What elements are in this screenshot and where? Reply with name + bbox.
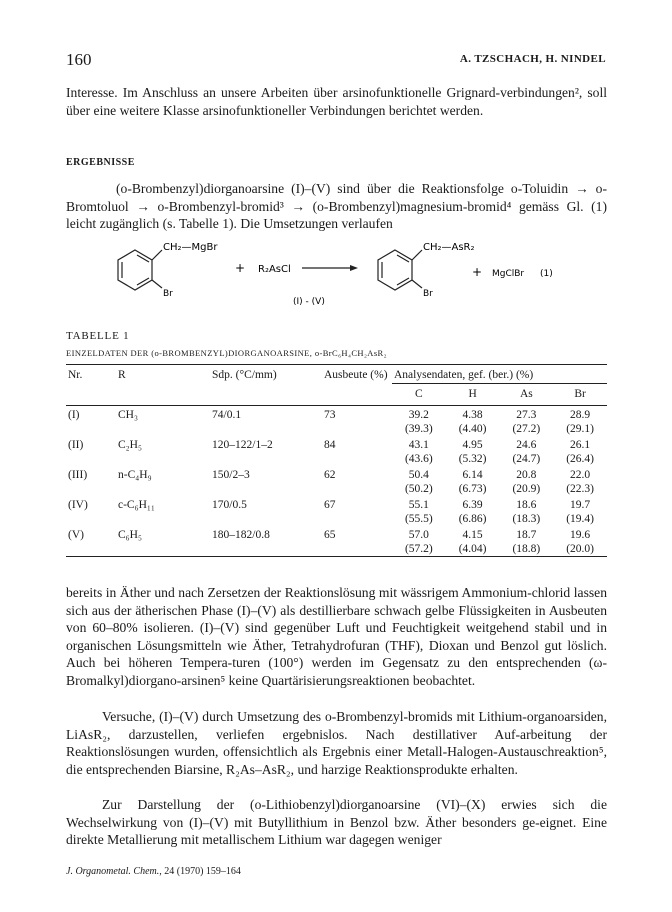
cell-sdp: 120–122/1–2 bbox=[212, 439, 273, 451]
value-found: 18.6 bbox=[516, 499, 537, 511]
cell-ausbeute: 65 bbox=[324, 529, 336, 541]
value-found: 4.38 bbox=[462, 409, 483, 421]
col-header-nr: Nr. bbox=[68, 369, 83, 381]
cell-as bbox=[499, 526, 553, 557]
table-row bbox=[66, 436, 607, 466]
value-calculated: (50.2) bbox=[404, 482, 433, 495]
value-calculated: (39.3) bbox=[404, 422, 433, 435]
cell-r: c-C₆H₁₁ bbox=[118, 499, 155, 511]
paragraph-isolation: bereits in Äther und nach Zersetzen der Reaktionslösung mit wässrigem Ammonium-chlorid lassen sich aus der ätherischen Phase (I)–(V) als destillierbare schwach gelbe Flüssigkeiten in Ausbeuten von 60–80% isolieren. (I)–(V) sind gegenüber Luft und Feuchtigkeit weitgehend stabil und in organischen Lösungsmitteln wie Äther, Tetrahydrofuran (THF), Dioxan und Benzol gut löslich. Auch bei höheren Tempera-turen (100°) werden im Gegensatz zu den entsprechenden (ω-Bromalkyl)diorgano-arsinen⁵ keine Quartärisierungsreaktionen beobachtet. bbox=[66, 585, 607, 688]
cell-r: C₆H₅ bbox=[118, 529, 142, 541]
col-header-h: H bbox=[468, 388, 477, 400]
value-calculated: (6.86) bbox=[458, 512, 487, 525]
benzene-ring-right bbox=[378, 250, 422, 290]
bromo-left: Br bbox=[163, 289, 173, 299]
cell-c bbox=[392, 406, 446, 437]
cell-sdp: 150/2–3 bbox=[212, 469, 250, 481]
value-found: 18.7 bbox=[516, 529, 537, 541]
cell-c bbox=[392, 496, 446, 526]
journal-name: J. Organometal. Chem., bbox=[66, 866, 162, 877]
value-calculated: (24.7) bbox=[512, 452, 541, 465]
value-found: 27.3 bbox=[516, 409, 537, 421]
cell-br bbox=[553, 526, 607, 557]
table-title: TABELLE 1 bbox=[66, 330, 130, 342]
cell-ausbeute: 84 bbox=[324, 439, 336, 451]
cell-h bbox=[446, 526, 500, 557]
cell-h bbox=[446, 466, 500, 496]
table-row bbox=[66, 496, 607, 526]
value-calculated: (6.73) bbox=[458, 482, 487, 495]
paragraph-attempts: Versuche, (I)–(V) durch Umsetzung des o-Brombenzyl-bromids mit Lithium-organoarsiden, LiAsR₂, darzustellen, verliefen ergebnislos. Nach destillativer Auf-arbeitung der Reaktionslösungen wurden, offensichtlich als Ergebnis einer Metall-Halogen-Austauschreaktion⁵, die entsprechenden Biarsine, R₂As–AsR₂, und harzige Reaktionsprodukte erhalten. bbox=[66, 709, 607, 777]
value-calculated: (18.3) bbox=[512, 512, 541, 525]
paragraph-synthesis: (o-Brombenzyl)diorganoarsine (I)–(V) sind über die Reaktionsfolge o-Toluidin → o-Bromtoluol → o-Brombenzyl-bromid³ → (o-Brombenzyl)magnesium-bromid⁴ gemäss Gl. (1) leicht zugänglich (s. Tabelle 1). Die Umsetzungen verlaufen bbox=[66, 181, 607, 232]
value-found: 43.1 bbox=[408, 439, 429, 451]
cell-r: C₂H₅ bbox=[118, 439, 142, 451]
arrow-head bbox=[350, 265, 358, 271]
cell-ausbeute: 62 bbox=[324, 469, 336, 481]
cell-h bbox=[446, 436, 500, 466]
cell-nr: (IV) bbox=[68, 499, 88, 511]
cell-br bbox=[553, 496, 607, 526]
paragraph-lithiation: Zur Darstellung der (o-Lithiobenzyl)diorganoarsine (VI)–(X) erwies sich die Wechselwirkung von (I)–(V) mit Butyllithium in Benzol bzw. Äther besonders ge-eignet. Eine direkte Metallierung mit metallischem Lithium war dagegen weniger bbox=[66, 797, 607, 848]
col-header-c: C bbox=[415, 388, 423, 400]
col-header-ausbeute: Ausbeute (%) bbox=[324, 369, 388, 381]
value-found: 55.1 bbox=[408, 499, 429, 511]
cell-nr: (II) bbox=[68, 439, 84, 451]
reaction-scheme bbox=[100, 232, 580, 324]
value-found: 50.4 bbox=[408, 469, 429, 481]
byproduct: MgClBr bbox=[492, 269, 525, 279]
value-found: 28.9 bbox=[570, 409, 591, 421]
value-found: 6.14 bbox=[462, 469, 483, 481]
cell-ausbeute: 67 bbox=[324, 499, 336, 511]
value-found: 22.0 bbox=[570, 469, 591, 481]
value-calculated: (29.1) bbox=[566, 422, 594, 435]
cell-as bbox=[499, 406, 553, 437]
value-calculated: (5.32) bbox=[458, 452, 487, 465]
cell-nr: (III) bbox=[68, 469, 88, 481]
cell-br bbox=[553, 466, 607, 496]
cell-h bbox=[446, 496, 500, 526]
value-calculated: (19.4) bbox=[566, 512, 594, 525]
compound-range-label: (I) - (V) bbox=[293, 297, 325, 307]
cell-sdp: 180–182/0.8 bbox=[212, 529, 270, 541]
cell-as bbox=[499, 466, 553, 496]
cell-r: CH₃ bbox=[118, 409, 138, 421]
reagent: R₂AsCl bbox=[258, 264, 291, 275]
cell-h bbox=[446, 406, 500, 437]
cell-c bbox=[392, 526, 446, 557]
value-calculated: (27.2) bbox=[512, 422, 541, 435]
data-table bbox=[66, 364, 607, 557]
table-body bbox=[66, 406, 607, 557]
value-calculated: (4.40) bbox=[458, 422, 487, 435]
col-header-sdp: Sdp. (°C/mm) bbox=[212, 369, 277, 381]
value-found: 39.2 bbox=[408, 409, 429, 421]
value-found: 4.15 bbox=[462, 529, 483, 541]
journal-citation bbox=[66, 866, 241, 877]
cell-sdp: 74/0.1 bbox=[212, 409, 242, 421]
value-calculated: (43.6) bbox=[404, 452, 433, 465]
value-calculated: (4.04) bbox=[458, 542, 487, 555]
running-authors: A. TZSCHACH, H. NINDEL bbox=[459, 53, 606, 65]
substituent-left: CH₂—MgBr bbox=[163, 242, 218, 253]
cell-r: n-C₄H₉ bbox=[118, 469, 152, 481]
plus-sign: + bbox=[235, 261, 246, 275]
value-found: 57.0 bbox=[408, 529, 429, 541]
page-header bbox=[66, 50, 606, 70]
cell-c bbox=[392, 466, 446, 496]
value-found: 19.6 bbox=[570, 529, 591, 541]
table-row bbox=[66, 466, 607, 496]
table-subtitle: EINZELDATEN DER (o-BROMBENZYL)DIORGANOARSINE, o-BrC₆H₄CH₂AsR₂ bbox=[66, 348, 387, 358]
col-header-as: As bbox=[519, 388, 533, 400]
value-calculated: (26.4) bbox=[566, 452, 594, 465]
value-calculated: (18.8) bbox=[512, 542, 541, 555]
value-calculated: (20.9) bbox=[512, 482, 541, 495]
value-found: 6.39 bbox=[462, 499, 483, 511]
value-found: 19.7 bbox=[570, 499, 591, 511]
value-calculated: (20.0) bbox=[566, 542, 594, 555]
col-header-analysen: Analysendaten, gef. (ber.) (%) bbox=[392, 365, 607, 384]
value-found: 20.8 bbox=[516, 469, 537, 481]
cell-as bbox=[499, 436, 553, 466]
value-found: 4.95 bbox=[462, 439, 483, 451]
value-found: 24.6 bbox=[516, 439, 537, 451]
cell-sdp: 170/0.5 bbox=[212, 499, 247, 511]
value-calculated: (57.2) bbox=[404, 542, 433, 555]
section-heading: ERGEBNISSE bbox=[66, 157, 135, 168]
cell-nr: (V) bbox=[68, 529, 84, 541]
cell-nr: (I) bbox=[68, 409, 80, 421]
bromo-right: Br bbox=[423, 289, 433, 299]
cell-c bbox=[392, 436, 446, 466]
cell-ausbeute: 73 bbox=[324, 409, 336, 421]
journal-reference: 24 (1970) 159–164 bbox=[164, 866, 241, 877]
col-header-br: Br bbox=[574, 388, 586, 400]
benzene-ring-left bbox=[118, 250, 162, 290]
substituent-right: CH₂—AsR₂ bbox=[423, 242, 475, 253]
value-found: 26.1 bbox=[570, 439, 591, 451]
value-calculated: (55.5) bbox=[404, 512, 433, 525]
col-header-r: R bbox=[118, 369, 126, 381]
table-row bbox=[66, 406, 607, 437]
equation-number: (1) bbox=[540, 269, 553, 279]
table-row bbox=[66, 526, 607, 557]
cell-br bbox=[553, 406, 607, 437]
intro-paragraph: Interesse. Im Anschluss an unsere Arbeiten über arsinofunktionelle Grignard-verbindungen², soll über eine weitere Klasse arsinofunktioneller Verbindungen berichtet werden. bbox=[66, 85, 607, 118]
cell-br bbox=[553, 436, 607, 466]
plus-sign-2: + bbox=[472, 265, 483, 279]
page-number: 160 bbox=[66, 50, 92, 69]
cell-as bbox=[499, 496, 553, 526]
value-calculated: (22.3) bbox=[566, 482, 594, 495]
